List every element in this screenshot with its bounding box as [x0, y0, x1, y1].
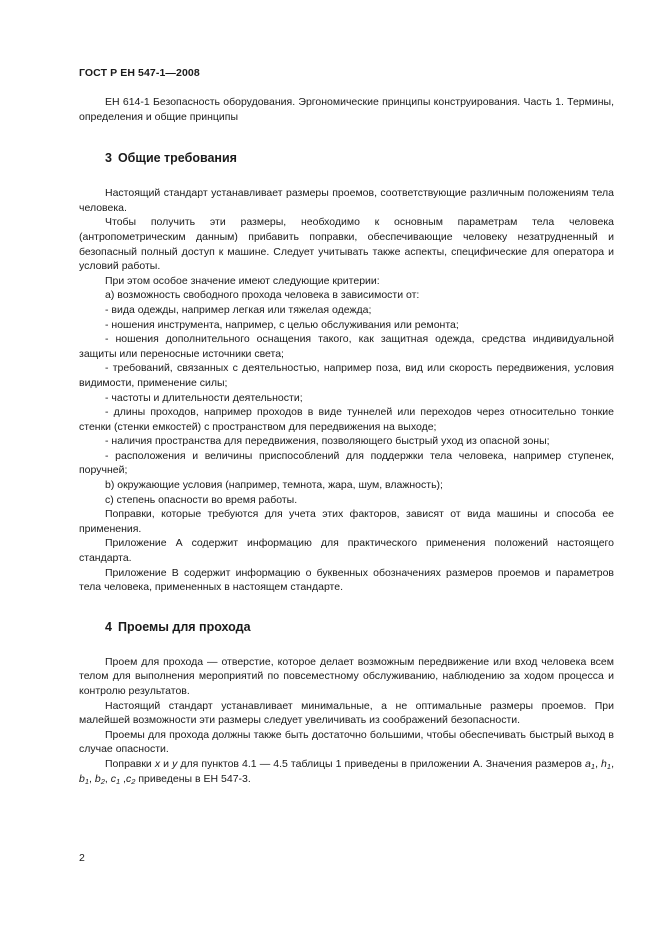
section-3-paragraph: Настоящий стандарт устанавливает размеры проемов, соответствующие различным положениям тела человека.: [79, 187, 614, 214]
section-4-paragraph: Проем для прохода — отверстие, которое делает возможным передвижение или вход человека всем телом для выполнения мероприятий по повсеместному обслуживанию, наблюдению за ходом процесса и контролю результатов.: [79, 655, 614, 697]
criteria-subitem: - длины проходов, например проходов в виде туннелей или переходов через относительно тонкие стенки (стенки емкостей) с пространством для передвижения на выходе;: [79, 406, 614, 433]
section-4-paragraph-dimensions: Поправки x и y для пунктов 4.1 — 4.5 таблицы 1 приведены в приложении А. Значения размеров $a_1$, $h_1$, $b_1$, $b_2$, $c_1$ $,c_2$ приведены в ЕН 547-3.: [79, 757, 614, 786]
symbol-h1: h: [601, 757, 607, 770]
criteria-subitem: - требований, связанных с деятельностью, например поза, вид или скорость передвижения, условия видимости, применение силы;: [79, 362, 614, 389]
symbol-b1: b: [79, 772, 85, 785]
criteria-subitem: - расположения и величины приспособлений для поддержки тела человека, например ступенек, поручней;: [79, 449, 614, 477]
section-3-title: Общие требования: [117, 151, 237, 166]
section-3-paragraph: Приложение В содержит информацию о буквенных обозначениях размеров проемов и параметров тела человека, примененных в настоящем стандарте.: [79, 566, 614, 594]
section-3-paragraph: Приложение А содержит информацию для практического применения положений настоящего стандарта.: [79, 537, 614, 565]
criteria-item: b) окружающие условия (например, темнота, жара, шум, влажность);: [105, 479, 443, 492]
section-4-paragraph: Настоящий стандарт устанавливает минимальные, а не оптимальные размеры проемов. При малейшей возможности эти размеры следует увеличивать из соображений безопасности.: [79, 699, 614, 727]
section-4-paragraph: Проемы для прохода должны также быть достаточно большими, чтобы обеспечивать быстрый выход в случае опасности.: [79, 728, 614, 756]
section-3-heading: [79, 150, 614, 166]
criteria-subitem: - вида одежды, например легкая или тяжелая одежда;: [105, 303, 372, 316]
symbol-b2: b: [94, 772, 101, 785]
section-4-title: Проемы для прохода: [117, 619, 251, 634]
symbol-a1: a: [585, 757, 591, 770]
section-3-paragraph: Чтобы получить эти размеры, необходимо к основным параметрам тела человека (антропометрическим данным) прибавить поправки, обеспечивающие человеку незатрудненный и безопасный полный доступ к машине. Следует учитывать также аспекты, специфические для оператора и условий работы.: [79, 216, 614, 273]
section-3-paragraph: При этом особое значение имеют следующие критерии:: [105, 274, 380, 287]
section-4-heading: [79, 619, 614, 635]
symbol-x: x: [154, 757, 161, 770]
symbol-y: y: [172, 757, 178, 770]
criteria-subitem: - наличия пространства для передвижения, позволяющего быстрый уход из опасной зоны;: [105, 435, 550, 448]
standard-code-header: ГОСТ Р ЕН 547-1—2008: [79, 67, 200, 79]
criteria-item: а) возможность свободного прохода человека в зависимости от:: [105, 289, 420, 302]
page-number: 2: [79, 852, 85, 864]
symbol-c2: c: [125, 772, 132, 785]
section-3-paragraph: Поправки, которые требуются для учета этих факторов, зависят от вида машины и способа ее применения.: [79, 508, 614, 535]
symbol-c1: c: [110, 772, 116, 785]
criteria-subitem: - частоты и длительности деятельности;: [105, 391, 303, 404]
document-body: [79, 95, 614, 786]
criteria-subitem: - ношения инструмента, например, с целью обслуживания или ремонта;: [105, 318, 459, 331]
normative-reference: ЕН 614-1 Безопасность оборудования. Эргономические принципы конструирования. Часть 1. Термины, определения и общие принципы: [79, 96, 614, 123]
criteria-subitem: - ношения дополнительного оснащения такого, как защитная одежда, средства индивидуальной защиты или переносные источники света;: [79, 333, 614, 360]
section-4-number: 4: [105, 619, 112, 634]
criteria-item: с) степень опасности во время работы.: [105, 493, 298, 506]
section-3-number: 3: [105, 151, 112, 166]
